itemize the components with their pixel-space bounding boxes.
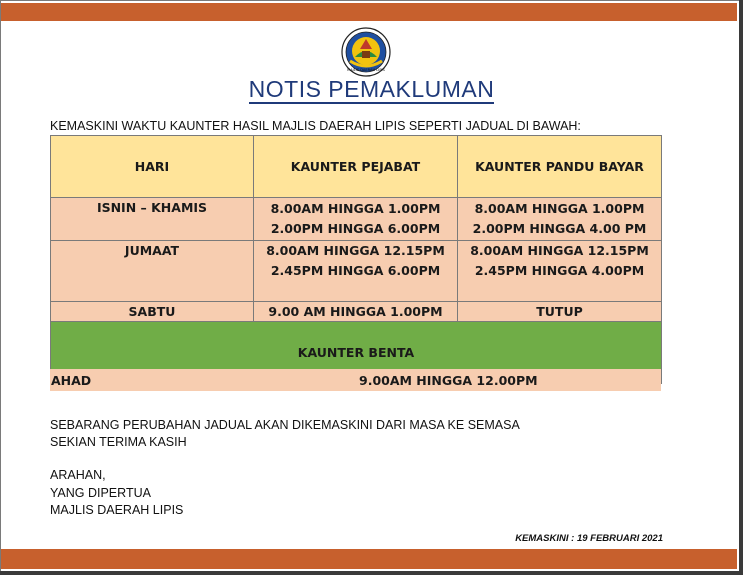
- council-crest-icon: [341, 27, 391, 77]
- svg-text:MAJLIS DAERAH LIPIS: MAJLIS DAERAH LIPIS: [347, 68, 385, 72]
- time-line: 2.45PM HINGGA 4.00PM: [474, 263, 645, 278]
- time-line: 8.00AM HINGGA 1.00PM: [270, 201, 441, 216]
- notice-line: SEKIAN TERIMA KASIH: [50, 435, 187, 449]
- pandu-time-cell: [458, 198, 662, 241]
- pejabat-time-cell: 9.00 AM HINGGA 1.00PM: [254, 302, 458, 322]
- notice-line: SEBARANG PERUBAHAN JADUAL AKAN DIKEMASKINI DARI MASA KE SEMASA: [50, 418, 520, 432]
- intro-text: KEMASKINI WAKTU KAUNTER HASIL MAJLIS DAERAH LIPIS SEPERTI JADUAL DI BAWAH:: [50, 119, 581, 133]
- day-cell: [51, 241, 254, 302]
- schedule-table: [50, 135, 662, 384]
- top-banner-bar: [1, 3, 737, 21]
- column-header: KAUNTER PEJABAT: [254, 136, 458, 198]
- time-line: 8.00AM HINGGA 12.15PM: [470, 243, 649, 258]
- signature-line: ARAHAN,: [50, 468, 106, 482]
- pejabat-time-cell: [254, 198, 458, 241]
- table-row: [51, 198, 662, 241]
- table-row: [51, 302, 662, 322]
- time-line: 2.45PM HINGGA 6.00PM: [270, 263, 441, 278]
- time-line: 8.00AM HINGGA 12.15PM: [266, 243, 445, 258]
- pejabat-time-cell: [254, 241, 458, 302]
- time-line: 2.00PM HINGGA 4.00 PM: [472, 221, 647, 236]
- page-shadow-bottom: [0, 571, 743, 575]
- table-row: [50, 369, 661, 391]
- table-header-row: [51, 136, 662, 198]
- day-label: JUMAAT: [124, 243, 180, 258]
- bottom-banner-bar: [1, 549, 737, 569]
- signature-line: YANG DIPERTUA: [50, 486, 151, 500]
- pandu-time-cell: TUTUP: [458, 302, 662, 322]
- day-cell: ISNIN – KHAMIS: [51, 198, 254, 241]
- benta-schedule-table: [50, 369, 661, 391]
- page-title: NOTIS PEMAKLUMAN: [248, 76, 495, 102]
- day-cell: SABTU: [51, 302, 254, 322]
- day-cell: AHAD: [50, 369, 358, 391]
- pandu-time-cell: [458, 241, 662, 302]
- column-header: KAUNTER PANDU BAYAR: [458, 136, 662, 198]
- signature-line: MAJLIS DAERAH LIPIS: [50, 503, 184, 517]
- time-line: 8.00AM HINGGA 1.00PM: [474, 201, 645, 216]
- updated-date: KEMASKINI : 19 FEBRUARI 2021: [515, 533, 663, 544]
- benta-time-cell: 9.00AM HINGGA 12.00PM: [358, 369, 661, 391]
- time-line: 2.00PM HINGGA 6.00PM: [270, 221, 441, 236]
- column-header: HARI: [51, 136, 254, 198]
- table-row: [51, 241, 662, 302]
- benta-title: KAUNTER BENTA: [51, 322, 662, 384]
